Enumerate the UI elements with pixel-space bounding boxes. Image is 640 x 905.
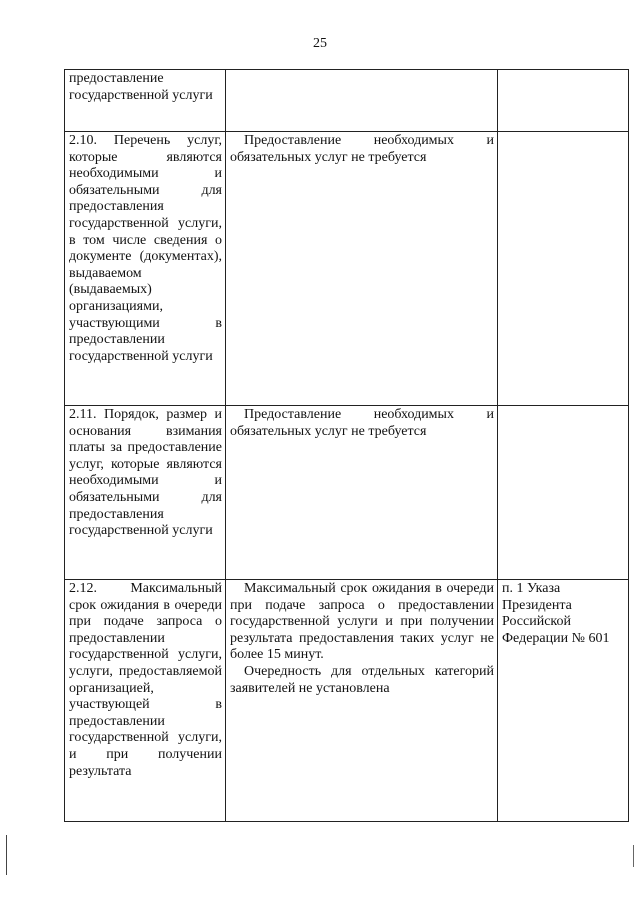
- cell-text: 2.10. Перечень услуг, которые являются необходимыми и обязательными для предоставления государственной услуги, в том числе сведения о документе (документах), выдаваемом (выдаваемых) организациями, участвующими в предоставлении государственной услуги: [69, 133, 222, 364]
- table-row: [65, 70, 629, 132]
- table-cell-content: [226, 70, 498, 132]
- table-cell-basis: [498, 70, 629, 132]
- table-cell-content: [226, 406, 498, 580]
- cell-text: 2.12. Максимальный срок ожидания в очереди при подаче запроса о предоставлении государственной услуги, услуги, предоставляемой организацией, участвующей в предоставлении государственной услуги, и при получении результата: [69, 581, 222, 779]
- cell-text: Максимальный срок ожидания в очереди при подаче запроса о предоставлении государственной услуги и при получении результата предоставления таких услуг не более 15 минут.: [230, 581, 494, 663]
- cell-text: п. 1 Указа Президента Российской Федерации № 601: [502, 581, 610, 646]
- table-cell-basis: [498, 406, 629, 580]
- table-cell-criterion: [65, 132, 226, 406]
- table-cell-criterion: [65, 580, 226, 822]
- document-table: [64, 69, 629, 822]
- cell-text: Очередность для отдельных категорий заявителей не установлена: [230, 663, 494, 696]
- table-row: [65, 406, 629, 580]
- table-cell-basis: [498, 580, 629, 822]
- table-cell-criterion: [65, 70, 226, 132]
- table-row: [65, 580, 629, 822]
- cell-text: предоставление государственной услуги: [69, 71, 213, 103]
- table-cell-content: [226, 580, 498, 822]
- cell-text: 2.11. Порядок, размер и основания взимания платы за предоставление услуг, которые являются необходимыми и обязательными для предоставления государственной услуги: [69, 407, 222, 539]
- table-cell-basis: [498, 132, 629, 406]
- table-cell-content: [226, 132, 498, 406]
- cell-text: Предоставление необходимых и обязательных услуг не требуется: [230, 133, 494, 165]
- scan-artifact: [633, 845, 634, 867]
- table-cell-criterion: [65, 406, 226, 580]
- page-number: 25: [313, 36, 327, 51]
- table-row: [65, 132, 629, 406]
- scan-artifact: [6, 835, 7, 875]
- cell-text: Предоставление необходимых и обязательных услуг не требуется: [230, 407, 494, 439]
